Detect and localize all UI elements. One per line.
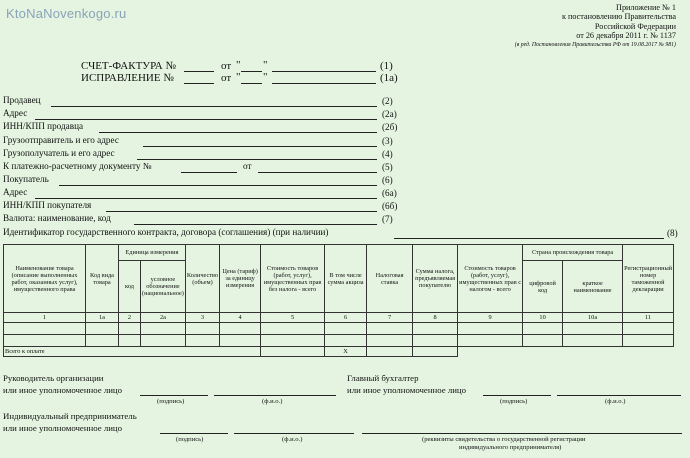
col-header-cost-with-tax: Стоимость товаров (работ, услуг), имущественных прав с налогом - всего [458,245,523,313]
total-empty [458,347,674,357]
field-num-seller-address: (2а) [382,109,397,119]
correction-day-line [241,83,262,84]
accountant-signature-line [483,395,551,396]
appendix-line-4: от 26 декабря 2011 г. № 1137 [576,31,676,41]
table-row [4,323,674,335]
col-header-tax-rate: Налоговая ставка [367,245,413,313]
correction-date-quote-close: " [263,71,268,83]
table-cell [367,335,413,347]
total-row [4,347,674,357]
table-cell [523,323,563,335]
field-line-currency [134,224,377,225]
table-cell [563,335,623,347]
col-number: 6 [325,313,367,323]
field-label-seller: Продавец [3,95,41,105]
invoice-number-line [184,71,214,72]
watermark: KtoNaNovenkogo.ru [6,6,127,21]
appendix-line-1: Приложение № 1 [616,3,676,12]
table-cell [325,323,367,335]
head-signature-line [140,395,208,396]
col-number: 1 [4,313,86,323]
field-num-buyer: (6) [382,175,393,185]
table-row [4,335,674,347]
col-header-unit-code: код [119,261,141,313]
accountant-name-line [557,395,681,396]
field-line-contract-id [394,238,664,239]
field-num-consignee: (4) [382,149,393,159]
table-cell [119,335,141,347]
table-cell [119,323,141,335]
field-num-payment-doc: (5) [382,162,393,172]
field-line-buyer-address [35,198,377,199]
head-label-line2: или иное уполномоченное лицо [3,385,123,395]
field-num-seller: (2) [382,96,393,106]
invoice-month-line [272,71,376,72]
correction-month-line [272,83,376,84]
correction-from-label: от [221,72,232,84]
entrepreneur-name-line [234,433,354,434]
field-line-consignee [137,159,377,160]
field-label-buyer-address: Адрес [3,187,28,197]
col-header-unit: Единица измерения [119,245,186,261]
field-line-seller-inn [99,132,377,133]
invoice-from-label: от [221,60,232,72]
table-cell [86,323,119,335]
col-header-country-code: цифровой код [523,261,563,313]
table-cell [4,335,86,347]
invoice-table [3,244,674,357]
registration-caption-line1: (реквизиты свидетельства о государственной регистрации [422,436,586,443]
invoice-label: СЧЕТ-ФАКТУРА № [81,60,176,72]
col-number: 11 [623,313,674,323]
field-label-buyer: Покупатель [3,174,49,184]
table-cell [325,335,367,347]
field-label-consignor: Грузоотправитель и его адрес [3,135,119,145]
col-header-type-code: Код вида товара [86,245,119,313]
entrepreneur-signature-line [160,433,228,434]
col-number: 2а [141,313,186,323]
entrepreneur-label-line1: Индивидуальный предприниматель [3,411,137,421]
column-number-row [4,313,674,323]
field-line-payment-doc-date [258,172,377,173]
table-cell [563,323,623,335]
field-line-consignor [143,146,377,147]
col-number: 1а [86,313,119,323]
col-header-excise: В том числе сумма акциза [325,245,367,313]
field-line-payment-doc-number [181,172,237,173]
field-num-buyer-address: (6а) [382,188,397,198]
table-cell [261,323,325,335]
appendix-note [515,3,676,50]
correction-label: ИСПРАВЛЕНИЕ № [81,72,174,84]
field-line-buyer-inn [106,211,377,212]
table-cell [141,323,186,335]
total-tax-amount [413,347,458,357]
col-header-country: Страна происхождения товара [523,245,623,261]
accountant-signature-caption: (подпись) [500,398,528,405]
registration-caption-line2: индивидуального предпринимателя) [459,444,562,451]
table-cell [86,335,119,347]
entrepreneur-name-caption: (ф.и.о.) [282,436,303,443]
field-num-seller-inn: (2б) [382,122,398,132]
col-number: 9 [458,313,523,323]
table-cell [623,323,674,335]
appendix-line-3: Российской Федерации [594,21,676,31]
col-header-cost-no-tax: Стоимость товаров (работ, услуг), имущественных прав без налога - всего [261,245,325,313]
col-header-tax-amount: Сумма налога, предъявляемая покупателю [413,245,458,313]
field-payment-doc-from: от [243,161,252,171]
field-label-buyer-inn: ИНН/КПП покупателя [3,200,92,210]
field-label-currency: Валюта: наименование, код [3,213,111,223]
table-cell [367,323,413,335]
table-cell [523,335,563,347]
appendix-line-2: к постановлению Правительства [561,12,676,22]
field-line-seller-address [35,119,377,120]
col-header-country-name: краткое наименование [563,261,623,313]
invoice-date-quote-close: " [263,59,268,71]
field-label-consignee: Грузополучатель и его адрес [3,148,115,158]
table-cell [413,335,458,347]
table-cell [220,335,261,347]
field-num-currency: (7) [382,214,393,224]
table-cell [458,323,523,335]
field-line-seller [51,106,377,107]
table-cell [623,335,674,347]
col-header-reg-number: Регистрационный номер таможенной декларации [623,245,674,313]
invoice-num: (1) [380,60,393,72]
total-excise-x: X [325,347,367,357]
col-header-qty: Количество (объем) [185,245,219,313]
field-label-seller-inn: ИНН/КПП продавца [3,121,84,131]
col-number: 7 [367,313,413,323]
accountant-label-line2: или иное уполномоченное лицо [347,385,467,395]
col-number: 10 [523,313,563,323]
col-header-price: Цена (тариф) за единицу измерения [220,245,261,313]
field-num-contract-id: (8) [667,228,678,238]
invoice-day-line [241,71,262,72]
correction-number-line [184,83,214,84]
col-number: 2 [119,313,141,323]
total-cost-no-tax [261,347,325,357]
total-label: Всего к оплате [4,347,261,357]
invoice-date-quote-open: " [236,59,241,71]
field-line-buyer [59,185,377,186]
field-label-contract-id: Идентификатор государственного контракта, договора (соглашения) (при наличии) [3,227,329,237]
col-number: 3 [185,313,219,323]
table-cell [185,323,219,335]
entrepreneur-signature-caption: (подпись) [176,436,204,443]
field-label-payment-doc: К платежно-расчетному документу № [3,161,152,171]
table-cell [141,335,186,347]
appendix-amendment: (в ред. Постановления Правительства РФ от 19.08.2017 № 981) [514,41,676,48]
col-number: 8 [413,313,458,323]
accountant-name-caption: (ф.и.о.) [605,398,626,405]
col-header-unit-name: условное обозначение (национальное) [141,261,186,313]
correction-date-quote-open: " [236,71,241,83]
head-signature-caption: (подпись) [157,398,185,405]
total-tax-rate [367,347,413,357]
correction-num: (1а) [380,72,398,84]
col-number: 5 [261,313,325,323]
table-cell [185,335,219,347]
table-cell [220,323,261,335]
head-name-line [214,395,336,396]
field-label-seller-address: Адрес [3,108,28,118]
field-num-buyer-inn: (6б) [382,201,398,211]
registration-line [362,433,682,434]
table-cell [4,323,86,335]
table-cell [413,323,458,335]
head-name-caption: (ф.и.о.) [262,398,283,405]
table-cell [458,335,523,347]
col-number: 10а [563,313,623,323]
col-header-name: Наименование товара (описание выполненных работ, оказанных услуг), имущественного права [4,245,86,313]
accountant-label-line1: Главный бухгалтер [347,373,419,383]
table-cell [261,335,325,347]
head-label-line1: Руководитель организации [3,373,104,383]
col-number: 4 [220,313,261,323]
entrepreneur-label-line2: или иное уполномоченное лицо [3,423,123,433]
field-num-consignor: (3) [382,136,393,146]
